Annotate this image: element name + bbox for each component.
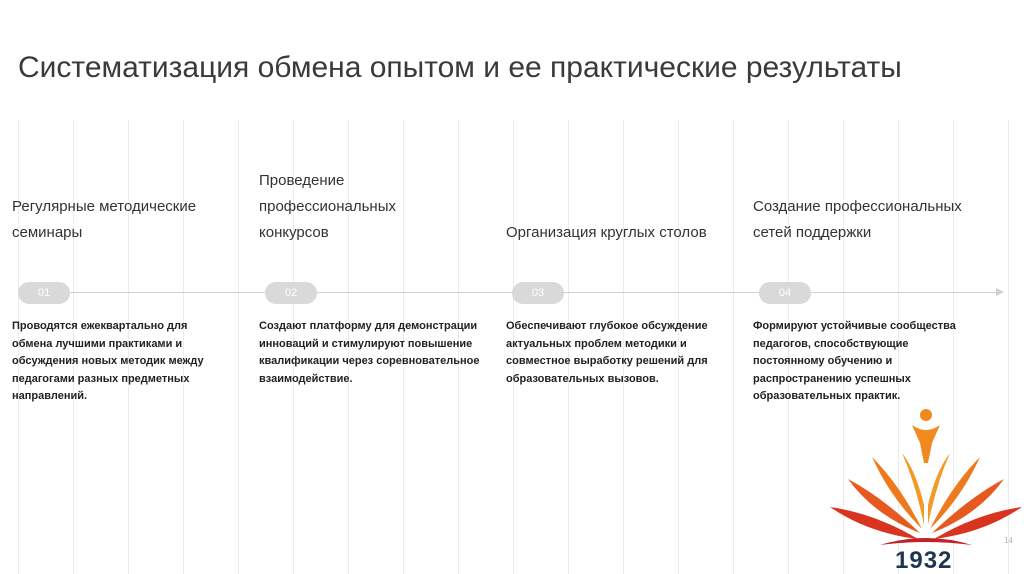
step-2-number-badge: 02	[265, 282, 317, 304]
step-4-heading-area	[753, 172, 988, 246]
step-4-heading: Создание профессиональных сетей поддержки	[753, 198, 962, 241]
logo-year: 1932	[895, 547, 953, 574]
step-2-heading-area	[259, 172, 494, 246]
step-3-number-badge: 03	[512, 282, 564, 304]
timeline-arrow-icon	[996, 288, 1004, 296]
step-4-number-badge: 04	[759, 282, 811, 304]
step-2-heading: Проведение профессиональных конкурсов	[259, 172, 396, 241]
step-3-description: Обеспечивают глубокое обсуждение актуальных проблем методики и совместное выработку решений для образовательных вызовов.	[506, 320, 708, 385]
step-1-number-badge: 01	[18, 282, 70, 304]
step-3-heading-area	[506, 172, 741, 246]
timeline-line	[18, 292, 998, 293]
page-number: 14	[1004, 536, 1013, 545]
step-1-description: Проводятся ежеквартально для обмена лучшими практиками и обсуждения новых методик между педагогами разных предметных направлений.	[12, 320, 204, 402]
step-1-heading: Регулярные методические семинары	[12, 198, 197, 241]
step-1-heading-area	[12, 172, 247, 246]
slide-title: Систематизация обмена опытом и ее практические результаты	[18, 51, 902, 85]
step-3-heading: Организация круглых столов	[506, 224, 707, 241]
step-4-description: Формируют устойчивые сообщества педагогов, способствующие постоянному обучению и распространению успешных образовательных практик.	[753, 320, 956, 402]
step-2-description: Создают платформу для демонстрации инноваций и стимулируют повышение квалификации через соревновательное взаимодействие.	[259, 320, 480, 385]
